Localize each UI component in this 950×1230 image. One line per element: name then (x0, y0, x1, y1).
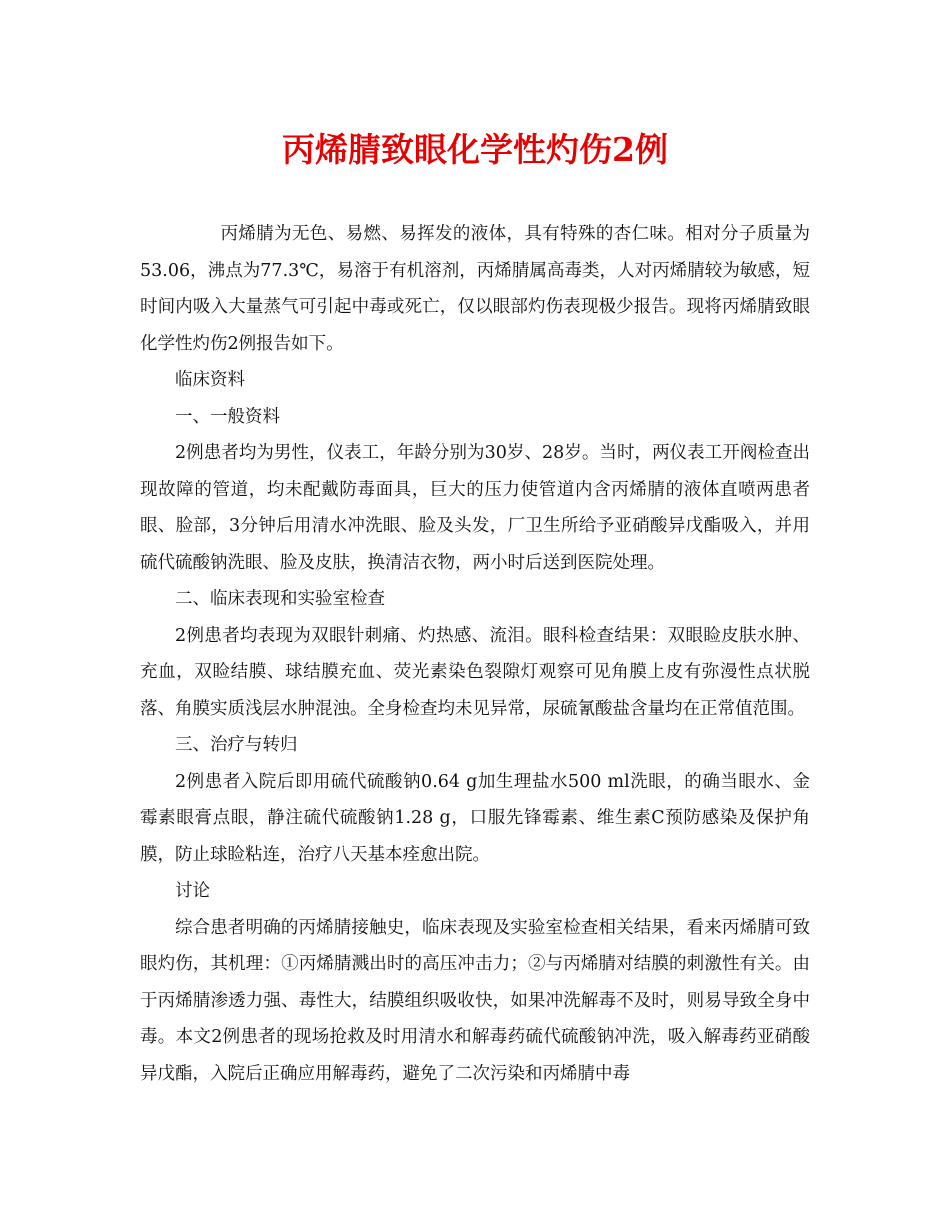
section-heading-clinical: 临床资料 (175, 370, 245, 390)
general-info-paragraph: 2例患者均为男性，仪表工，年龄分别为30岁、28岁。当时，两仪表工开阀检查出现故障的管道，均未配戴防毒面具，巨大的压力使管道内含丙烯腈的液体直喷两患者眼、脸部，3分钟后用清水冲洗眼、脸及头发，厂卫生所给予亚硝酸异戊酯吸入，并用硫代硫酸钠洗眼、脸及皮肤，换清洁衣物，两小时后送到医院处理。 (140, 443, 810, 573)
clinical-findings-paragraph: 2例患者均表现为双眼针刺痛、灼热感、流泪。眼科检查结果：双眼睑皮肤水肿、充血，双睑结膜、球结膜充血、荧光素染色裂隙灯观察可见角膜上皮有弥漫性点状脱落、角膜实质浅层水肿混浊。全身检查均未见异常，尿硫氰酸盐含量均在正常值范围。 (140, 625, 810, 719)
subsection-heading-clinical-findings: 二、临床表现和实验室检查 (175, 589, 385, 609)
subsection-heading-general: 一、一般资料 (175, 406, 280, 427)
section-heading-discussion: 讨论 (175, 881, 210, 901)
document-title: 丙烯腈致眼化学性灼伤2例 (282, 130, 668, 169)
treatment-paragraph: 2例患者入院后即用硫代硫酸钠0.64 g加生理盐水500 ml洗眼，的确当眼水、金霉素眼膏点眼，静注硫代硫酸钠1.28 g，口服先锋霉素、维生素C预防感染及保护角膜，防止球睑粘连，治疗八天基本痊愈出院。 (140, 771, 810, 865)
subsection-heading-treatment: 三、治疗与转归 (175, 735, 298, 755)
discussion-paragraph: 综合患者明确的丙烯腈接触史，临床表现及实验室检查相关结果，看来丙烯腈可致眼灼伤，其机理：①丙烯腈溅出时的高压冲击力；②与丙烯腈对结膜的刺激性有关。由于丙烯腈渗透力强、毒性大，结膜组织吸收快，如果冲洗解毒不及时，则易导致全身中毒。本文2例患者的现场抢救及时用清水和解毒药硫代硫酸钠冲洗，吸入解毒药亚硝酸异戊酯，入院后正确应用解毒药，避免了二次污染和丙烯腈中毒 (140, 917, 810, 1084)
intro-paragraph: 丙烯腈为无色、易燃、易挥发的液体，具有特殊的杏仁味。相对分子质量为53.06，沸点为77.3℃，易溶于有机溶剂，丙烯腈属高毒类，人对丙烯腈较为敏感，短时间内吸入大量蒸气可引起中毒或死亡，仅以眼部灼伤表现极少报告。现将丙烯腈致眼化学性灼伤2例报告如下。 (140, 224, 810, 354)
